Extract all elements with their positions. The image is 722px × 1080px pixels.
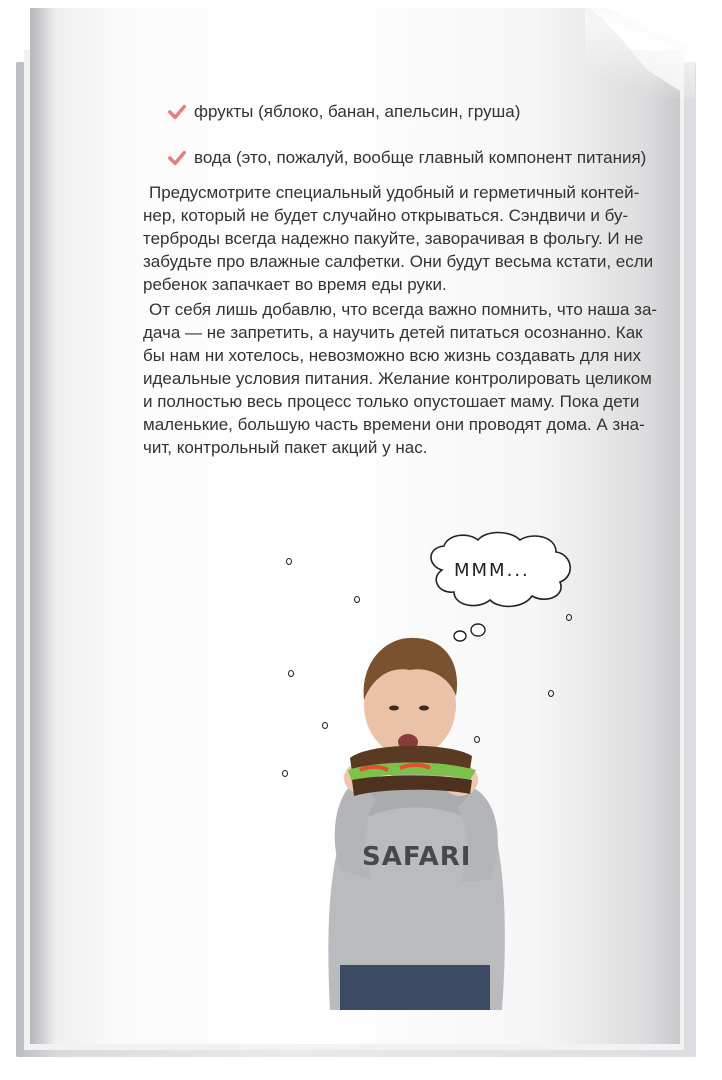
paragraph-line: бы нам ни хотелось, невозможно всю жизнь создавать для них (143, 346, 642, 365)
shirt-print: SAFARI (362, 842, 472, 872)
doodle-dot (548, 690, 554, 697)
check-icon (168, 103, 186, 121)
paragraph-line: дача — не запретить, а научить детей питаться осознанно. Как (143, 323, 643, 342)
paragraph-container (143, 298, 656, 459)
paragraph-line: терброды всегда надежно пакуйте, заворачивая в фольгу. И не (143, 229, 644, 248)
paragraph-line: нер, который не будет случайно открываться. Сэндвичи и бу- (143, 206, 629, 225)
paragraph-line: маленькие, большую часть времени они проводят дома. А зна- (143, 415, 645, 434)
child-photo (310, 630, 520, 1010)
spine-shadow (30, 8, 56, 1044)
thought-bubble (420, 530, 580, 620)
paragraph-line: чит, контрольный пакет акций у нас. (143, 438, 428, 457)
doodle-dot (282, 770, 288, 777)
bullet-item (168, 147, 688, 169)
check-icon (168, 149, 186, 167)
bullet-item (168, 101, 688, 123)
paragraph-line: идеальные условия питания. Желание контролировать целиком (143, 369, 652, 388)
doodle-dot (566, 614, 572, 621)
bullet-text: фрукты (яблоко, банан, апельсин, груша) (194, 102, 521, 121)
doodle-dot (354, 596, 360, 603)
page-curl (585, 8, 695, 98)
thought-text: МММ... (454, 560, 530, 581)
paragraph-container (143, 181, 656, 296)
bullet-text: вода (это, пожалуй, вообще главный компонент питания) (194, 148, 647, 167)
paragraph-line: Предусмотрите специальный удобный и герметичный контей- (149, 183, 640, 202)
doodle-dot (286, 558, 292, 565)
paragraph-line: ребенок запачкает во время еды руки. (143, 275, 447, 294)
doodle-dot (288, 670, 294, 677)
paragraph-line: и полностью весь процесс только опустошает маму. Пока дети (143, 392, 640, 411)
paragraph-line: забудьте про влажные салфетки. Они будут весьма кстати, если (143, 252, 654, 271)
bullet-list (168, 101, 688, 193)
paragraph-line: От себя лишь добавлю, что всегда важно помнить, что наша за- (149, 300, 658, 319)
